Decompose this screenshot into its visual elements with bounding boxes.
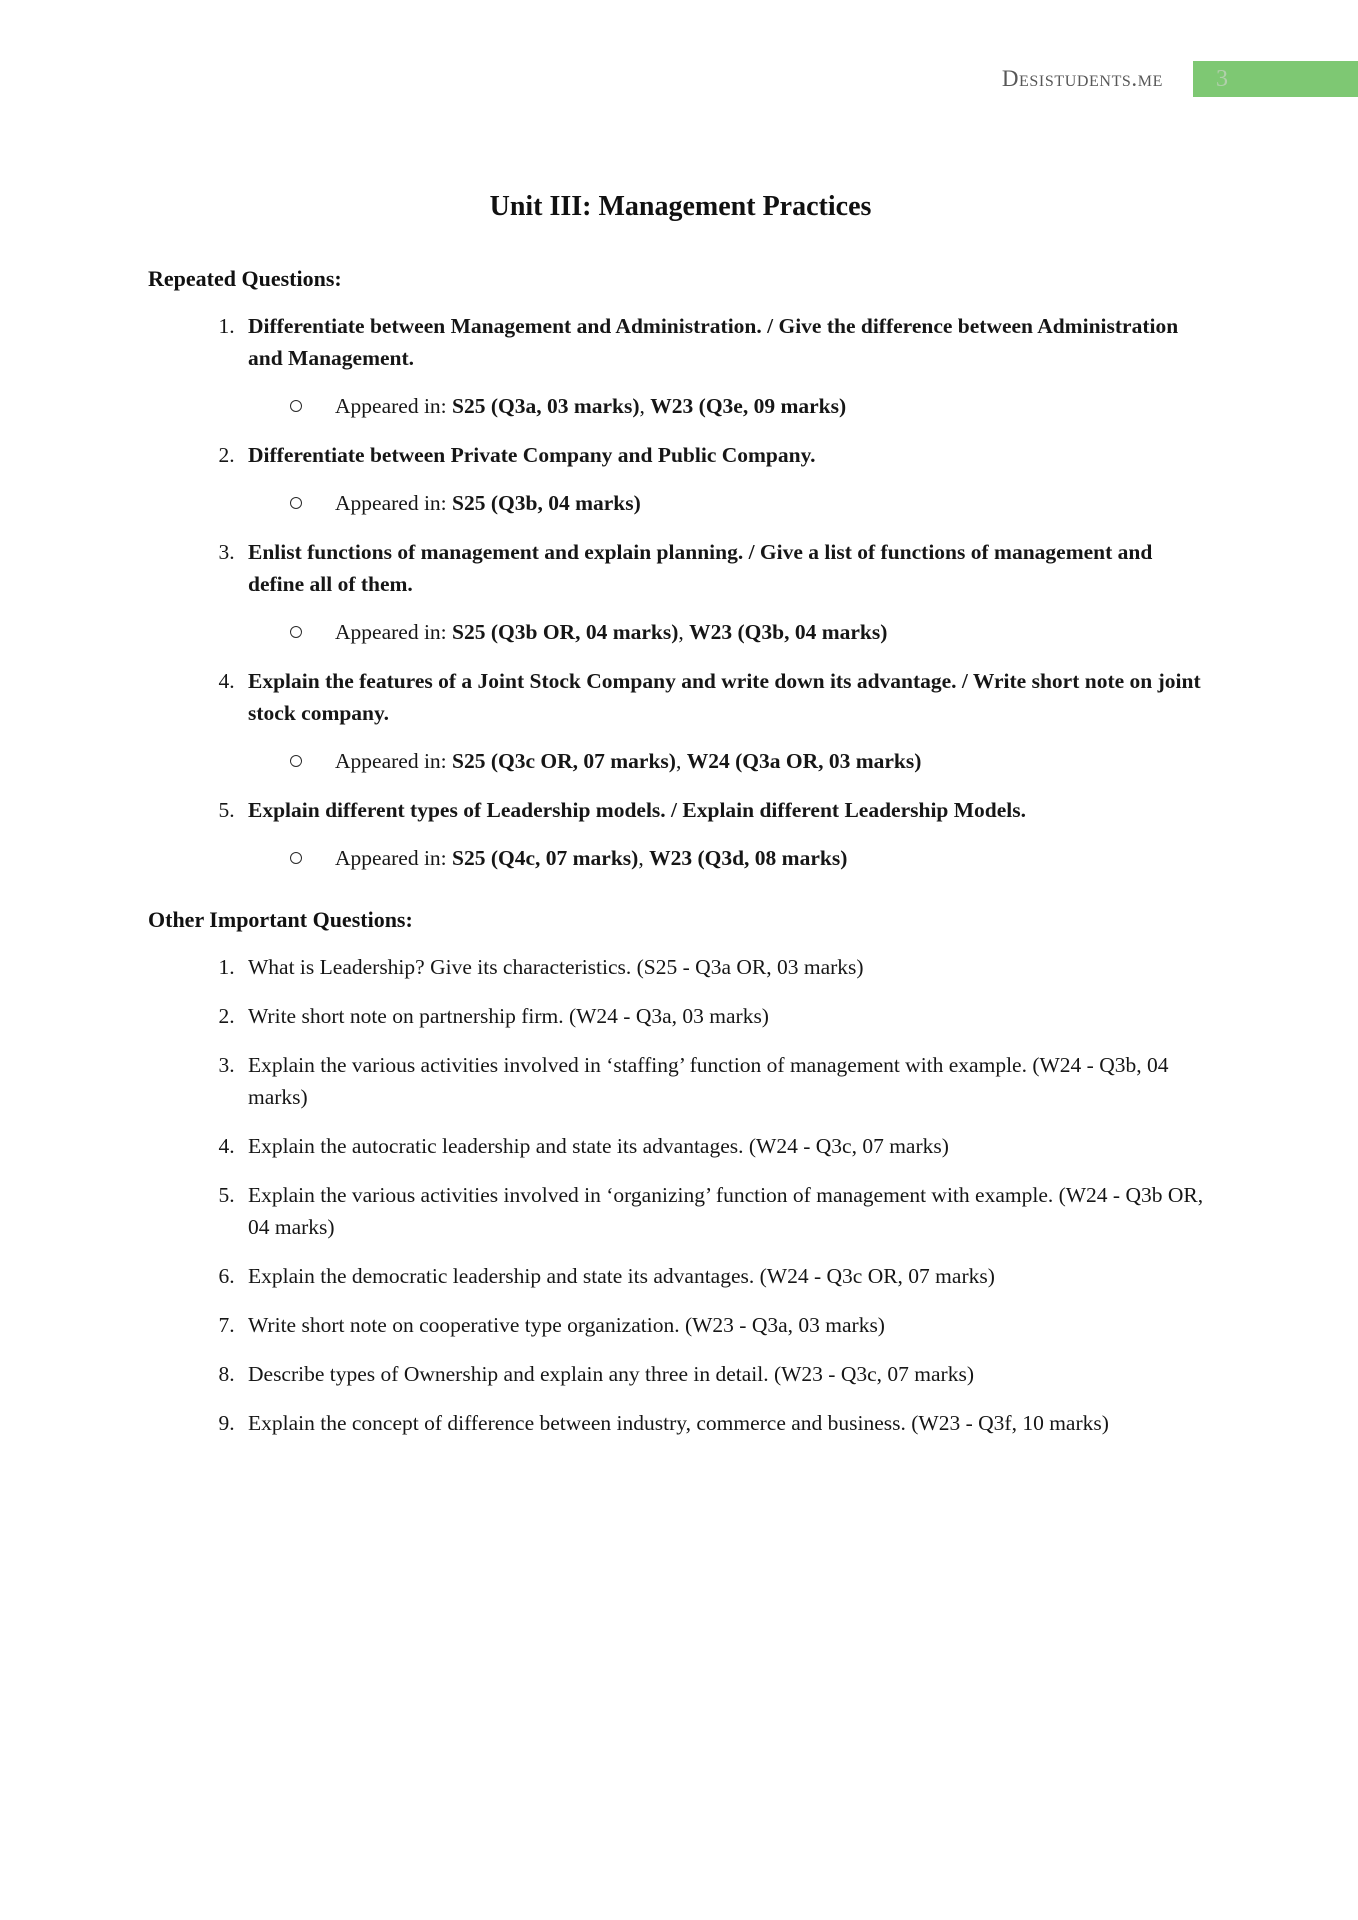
repeated-question-1: [240, 310, 1213, 422]
separator: ,: [638, 846, 650, 870]
other-question-7: [240, 1309, 1213, 1341]
section-heading-other: Other Important Questions:: [148, 907, 413, 932]
question-text: Describe types of Ownership and explain any three in detail. (W23 - Q3c, 07 marks): [248, 1362, 974, 1386]
other-question-3: [240, 1049, 1213, 1113]
site-watermark: Desistudents.me: [1001, 66, 1163, 91]
appearance-ref: S25 (Q3b, 04 marks): [452, 491, 641, 515]
appeared-line: [290, 487, 1213, 519]
question-text: Explain the democratic leadership and state its advantages. (W24 - Q3c OR, 07 marks): [248, 1264, 995, 1288]
question-text: Explain the concept of difference between industry, commerce and business. (W23 - Q3f, 10 marks): [248, 1411, 1109, 1435]
other-question-8: [240, 1358, 1213, 1390]
appeared-prefix: Appeared in:: [335, 749, 453, 773]
appearance-ref: S25 (Q3b OR, 04 marks): [452, 620, 679, 644]
appeared-prefix: Appeared in:: [335, 491, 453, 515]
question-text: 4. Explain the features of a Joint Stock Company and write down its advantage. / Write short note on joint stock company.: [248, 669, 1201, 725]
appeared-prefix: Appeared in:: [335, 394, 453, 418]
question-text: Explain the various activities involved in ‘organizing’ function of management with example. (W24 - Q3b OR, 04 marks): [248, 1183, 1204, 1239]
page-header: [0, 61, 1358, 97]
appearance-ref: S25 (Q4c, 07 marks): [452, 846, 639, 870]
other-question-1: [240, 951, 1213, 983]
repeated-question-5: [240, 794, 1213, 874]
circle-bullet-icon: [290, 626, 302, 638]
document-content: [148, 187, 1213, 1439]
question-text: Write short note on cooperative type organization. (W23 - Q3a, 03 marks): [248, 1313, 885, 1337]
circle-bullet-icon: [290, 852, 302, 864]
question-text: 3. Enlist functions of management and explain planning. / Give a list of functions of management and define all of them.: [248, 540, 1153, 596]
other-question-4: [240, 1130, 1213, 1162]
circle-bullet-icon: [290, 497, 302, 509]
page-title: Unit III: Management Practices: [489, 191, 872, 222]
page-number: 3: [1216, 65, 1228, 92]
appearance-ref: S25 (Q3a, 03 marks): [452, 394, 640, 418]
separator: ,: [675, 749, 687, 773]
appearance-ref: W23 (Q3d, 08 marks): [649, 846, 848, 870]
question-text: 2. Differentiate between Private Company and Public Company.: [248, 443, 816, 467]
section-heading-repeated: Repeated Questions:: [148, 266, 342, 291]
repeated-question-3: [240, 536, 1213, 648]
appearance-ref: W23 (Q3e, 09 marks): [650, 394, 847, 418]
appeared-prefix: Appeared in:: [335, 846, 453, 870]
appearance-ref: W23 (Q3b, 04 marks): [689, 620, 888, 644]
other-question-6: [240, 1260, 1213, 1292]
question-text: 5. Explain different types of Leadership models. / Explain different Leadership Models.: [248, 798, 1027, 822]
question-text: What is Leadership? Give its characteristics. (S25 - Q3a OR, 03 marks): [248, 955, 864, 979]
other-question-9: [240, 1407, 1213, 1439]
appeared-prefix: Appeared in:: [335, 620, 453, 644]
circle-bullet-icon: [290, 400, 302, 412]
question-text: Write short note on partnership firm. (W24 - Q3a, 03 marks): [248, 1004, 769, 1028]
appeared-line: [290, 745, 1213, 777]
separator: ,: [639, 394, 651, 418]
repeated-questions-list: [148, 310, 1213, 874]
question-text: Explain the various activities involved in ‘staffing’ function of management with example. (W24 - Q3b, 04 marks): [248, 1053, 1169, 1109]
other-questions-list: [148, 951, 1213, 1439]
question-text: Explain the autocratic leadership and state its advantages. (W24 - Q3c, 07 marks): [248, 1134, 949, 1158]
repeated-question-2: [240, 439, 1213, 519]
appeared-line: [290, 616, 1213, 648]
circle-bullet-icon: [290, 755, 302, 767]
appearance-ref: W24 (Q3a OR, 03 marks): [686, 749, 922, 773]
appearance-ref: S25 (Q3c OR, 07 marks): [452, 749, 676, 773]
separator: ,: [678, 620, 690, 644]
other-question-2: [240, 1000, 1213, 1032]
page-number-badge: [1193, 61, 1358, 97]
repeated-question-4: [240, 665, 1213, 777]
appeared-line: [290, 390, 1213, 422]
other-question-5: [240, 1179, 1213, 1243]
question-text: 1. Differentiate between Management and Administration. / Give the difference between Administration and Management.: [248, 314, 1179, 370]
appeared-line: [290, 842, 1213, 874]
